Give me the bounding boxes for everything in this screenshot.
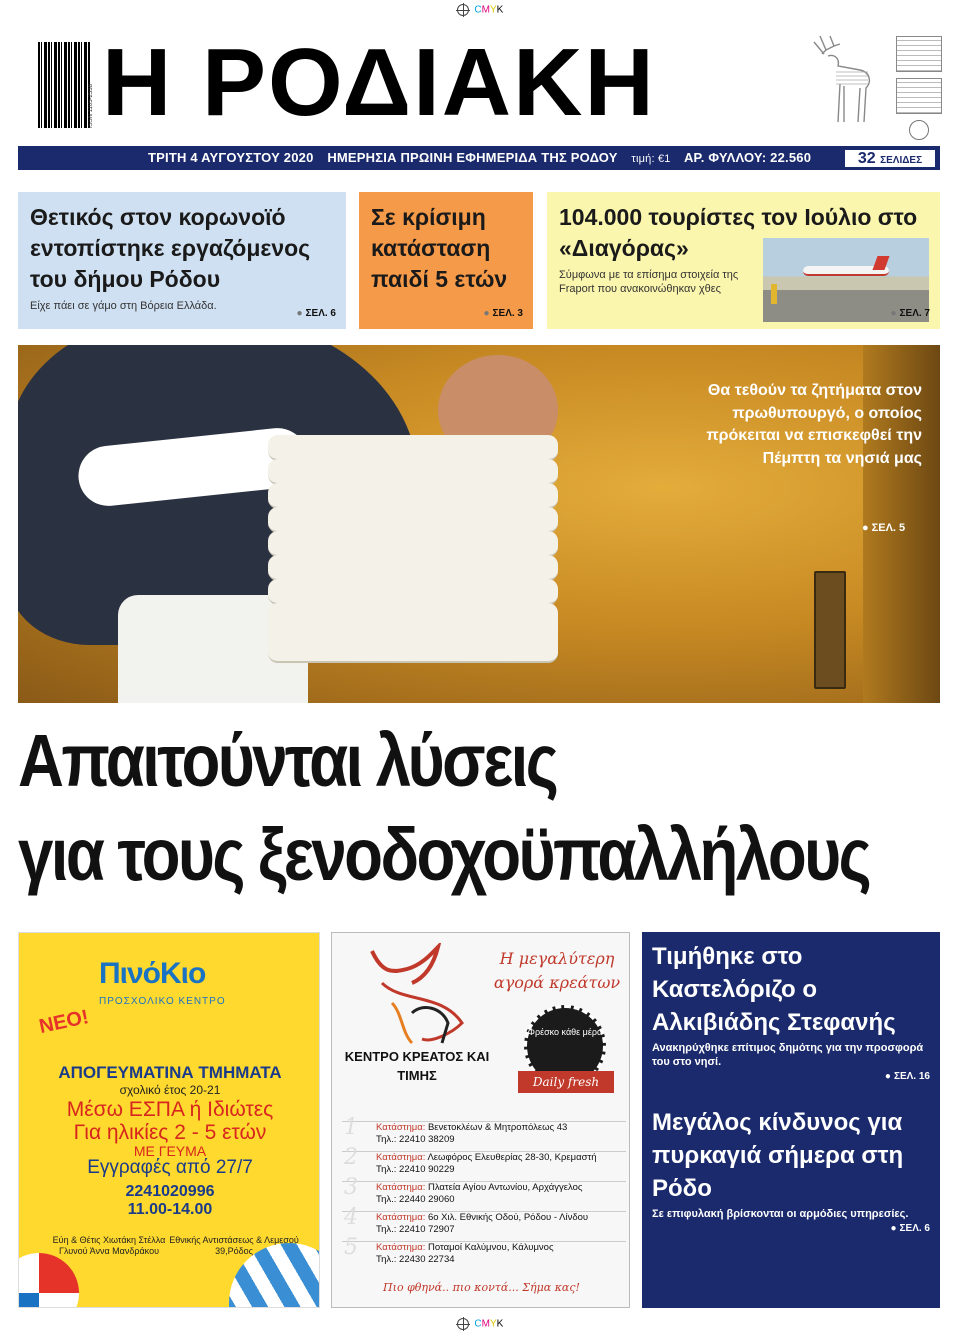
teaser-subtitle: Σύμφωνα με τα επίσημα στοιχεία της Fraport που ανακοινώθηκαν χθες <box>559 269 739 295</box>
union-info-box <box>896 78 942 114</box>
teaser-tourists[interactable] <box>547 192 940 329</box>
cmyk-m: M <box>481 4 490 16</box>
meat-footer-slogan: Πιο φθηνά.. πιο κοντά... Σήμα κας! <box>383 1281 580 1294</box>
towel <box>268 507 558 533</box>
news-divider <box>652 1082 930 1106</box>
ad-line-5: ΜΕ ΓΕΥΜΑ <box>133 1143 207 1159</box>
print-mark-bottom <box>0 1318 960 1330</box>
ad-pinokio[interactable] <box>18 932 320 1308</box>
seal-text: Φρέσκο κάθε μέρα <box>527 1027 603 1037</box>
pages-count: 32 <box>857 150 876 167</box>
towel <box>268 435 558 461</box>
issue-price: τιμή: €1 <box>631 153 671 165</box>
news-item-kastellorizo[interactable] <box>652 940 930 1082</box>
towel <box>268 531 558 557</box>
towel <box>268 579 558 605</box>
pages-badge <box>844 149 936 168</box>
store-address: Ποταμοί Καλύμνου, Κάλυμνος <box>427 1242 554 1253</box>
dateline-text <box>148 150 821 165</box>
cmyk-k: K <box>496 1318 504 1330</box>
ad-line-2: σχολικό έτος 20-21 <box>119 1083 221 1097</box>
towel-stack <box>268 415 558 675</box>
store-phone: Τηλ.: 22410 72907 <box>376 1224 455 1235</box>
cmyk-k: K <box>496 4 504 16</box>
newspaper-title: Η ΡΟΔΙΑΚΗ <box>102 29 656 136</box>
teaser-title: Θετικός στον κορωνοϊό εντοπίστηκε εργαζόμενος του δήμου Ρόδου <box>30 204 311 292</box>
pinokio-logo-sub: ΠΡΟΣΧΟΛΙΚΟ ΚΕΝΤΡΟ <box>99 996 226 1007</box>
store-label: Κατάστημα: <box>376 1152 426 1163</box>
cmyk-y: Y <box>490 1318 497 1330</box>
legal-info-box <box>896 36 942 72</box>
cmyk-y: Y <box>490 4 497 16</box>
ad-line-6: Εγγραφές από 27/7 <box>87 1157 253 1178</box>
news-page-ref: ● ΣΕΛ. 16 <box>652 1071 930 1082</box>
store-phone: Τηλ.: 22440 29060 <box>376 1194 455 1205</box>
list-item <box>342 1205 626 1241</box>
towel <box>268 483 558 509</box>
teaser-covid[interactable] <box>18 192 346 329</box>
store-phone: Τηλ.: 22410 90229 <box>376 1164 455 1175</box>
dateline-bar <box>18 146 940 170</box>
news-subtitle: Σε επιφυλακή βρίσκονται οι αρμόδιες υπηρεσίες. <box>652 1208 909 1220</box>
list-item <box>342 1235 626 1271</box>
deer-logo-icon <box>800 32 878 130</box>
bull-logo-icon <box>352 943 482 1053</box>
ad-address-right: Εθνικής Αντιστάσεως & Λεμεσού 39,Ρόδος <box>169 1235 299 1256</box>
paper-tagline: ΗΜΕΡΗΣΙΑ ΠΡΩΙΝΗ ΕΦΗΜΕΡΙΔΑ ΤΗΣ ΡΟΔΟΥ <box>327 150 618 165</box>
ground-staff-figure <box>771 284 777 304</box>
ad-line-3: Μέσω ΕΣΠΑ ή Ιδιώτες <box>66 1098 274 1121</box>
headline-line-2: για τους ξενοδοχοϋπαλλήλους <box>18 813 870 896</box>
list-item <box>342 1115 626 1151</box>
store-phone: Τηλ.: 22410 38209 <box>376 1134 455 1145</box>
issue-date: ΤΡΙΤΗ 4 ΑΥΓΟΥΣΤΟΥ 2020 <box>148 150 314 165</box>
cmyk-c: C <box>474 1318 482 1330</box>
new-label: ΝΕΟ! <box>37 1006 91 1038</box>
barcode <box>38 42 90 128</box>
teaser-title: Σε κρίσιμη κατάσταση παιδί 5 ετών <box>371 204 508 292</box>
store-address: Λεωφόρος Ελευθερίας 28-30, Κρεμαστή <box>427 1152 597 1163</box>
headline-line-1: Απαιτούνται λύσεις <box>18 719 557 802</box>
store-label: Κατάστημα: <box>376 1122 426 1133</box>
hero-caption: Θα τεθούν τα ζητήματα στον πρωθυπουργό, ο οποίος πρόκειται να επισκεφθεί την Πέμπτη τα νησιά μας <box>706 382 922 467</box>
store-label: Κατάστημα: <box>376 1212 426 1223</box>
store-number: 1 <box>344 1115 358 1140</box>
news-box <box>642 932 940 1308</box>
meat-shop-name: ΚΕΝΤΡΟ ΚΡΕΑΤΟΣ ΚΑΙ ΤΙΜΗΣ <box>344 1049 490 1083</box>
store-number: 4 <box>344 1205 358 1230</box>
pages-label: ΣΕΛΙΔΕΣ <box>880 155 923 166</box>
store-address: Πλατεία Αγίου Αντωνίου, Αρχάγγελος <box>427 1182 583 1193</box>
door-plate <box>814 571 846 689</box>
teaser-page-ref: ● ΣΕΛ. 3 <box>483 308 523 319</box>
registration-target-icon <box>457 1318 469 1330</box>
news-subtitle: Ανακηρύχθηκε επίτιμος δημότης για την προσφορά του στο νησί. <box>652 1042 924 1068</box>
store-address: 6ο Χιλ. Εθνικής Οδού, Ρόδου - Λίνδου <box>427 1212 589 1223</box>
news-title: Τιμήθηκε στο Καστελόριζο ο Αλκιβιάδης Στεφανής <box>652 943 896 1036</box>
teaser-title: 104.000 τουρίστες τον Ιούλιο στο «Διαγόρας» <box>559 204 918 261</box>
hero-page-ref: ● ΣΕΛ. 5 <box>862 522 905 534</box>
issue-number: ΑΡ. ΦΥΛΛΟΥ: 22.560 <box>683 150 812 165</box>
ad-hours: 11.00-14.00 <box>127 1201 213 1218</box>
ad-line-1: ΑΠΟΓΕΥΜΑΤΙΝΑ ΤΜΗΜΑΤΑ <box>58 1063 282 1082</box>
store-phone: Τηλ.: 22430 22734 <box>376 1254 455 1265</box>
store-number: 2 <box>344 1145 358 1170</box>
ad-meat-centre[interactable] <box>331 932 630 1308</box>
store-label: Κατάστημα: <box>376 1182 426 1193</box>
store-number: 3 <box>344 1175 358 1200</box>
teaser-page-ref: ● ΣΕΛ. 6 <box>296 308 336 319</box>
ad-line-4: Για ηλικίες 2 - 5 ετών <box>73 1121 267 1144</box>
store-address: Βενετοκλέων & Μητροπόλεως 43 <box>427 1122 568 1133</box>
daily-fresh-ribbon: Daily fresh <box>518 1071 614 1093</box>
beach-ball-icon <box>18 1253 79 1308</box>
print-mark-top <box>0 4 960 16</box>
teaser-child[interactable] <box>359 192 533 329</box>
ad-address-left: Εύη & Θέτις Χιωτάκη Στέλλα Γλυνού Άννα Μανδράκου <box>52 1235 166 1256</box>
cmyk-m: M <box>481 1318 490 1330</box>
masthead-side-info <box>896 36 942 140</box>
teaser-subtitle: Είχε πάει σε γάμο στη Βόρεια Ελλάδα. <box>30 300 217 312</box>
towel <box>268 603 558 663</box>
badge-icon <box>909 120 929 140</box>
news-title: Μεγάλος κίνδυνος για πυρκαγιά σήμερα στη Ρόδο <box>652 1109 904 1202</box>
main-headline[interactable] <box>18 714 870 902</box>
news-item-fire-risk[interactable] <box>652 1106 930 1234</box>
barcode-number: ISSN 1105-2538 <box>88 84 94 128</box>
meat-tagline: Η μεγαλύτερη αγορά κρεάτων <box>493 949 621 992</box>
list-item <box>342 1175 626 1211</box>
store-label: Κατάστημα: <box>376 1242 426 1253</box>
list-item <box>342 1145 626 1181</box>
registration-target-icon <box>457 4 469 16</box>
towel <box>268 459 558 485</box>
towel <box>268 555 558 581</box>
store-number: 5 <box>344 1235 358 1260</box>
pinokio-logo: ΠινόΚιο <box>99 957 206 990</box>
ad-phone: 2241020996 <box>125 1183 215 1200</box>
news-page-ref: ● ΣΕΛ. 6 <box>652 1223 930 1234</box>
cmyk-c: C <box>474 4 482 16</box>
store-list <box>342 1115 626 1271</box>
teaser-page-ref: ● ΣΕΛ. 7 <box>890 308 930 319</box>
